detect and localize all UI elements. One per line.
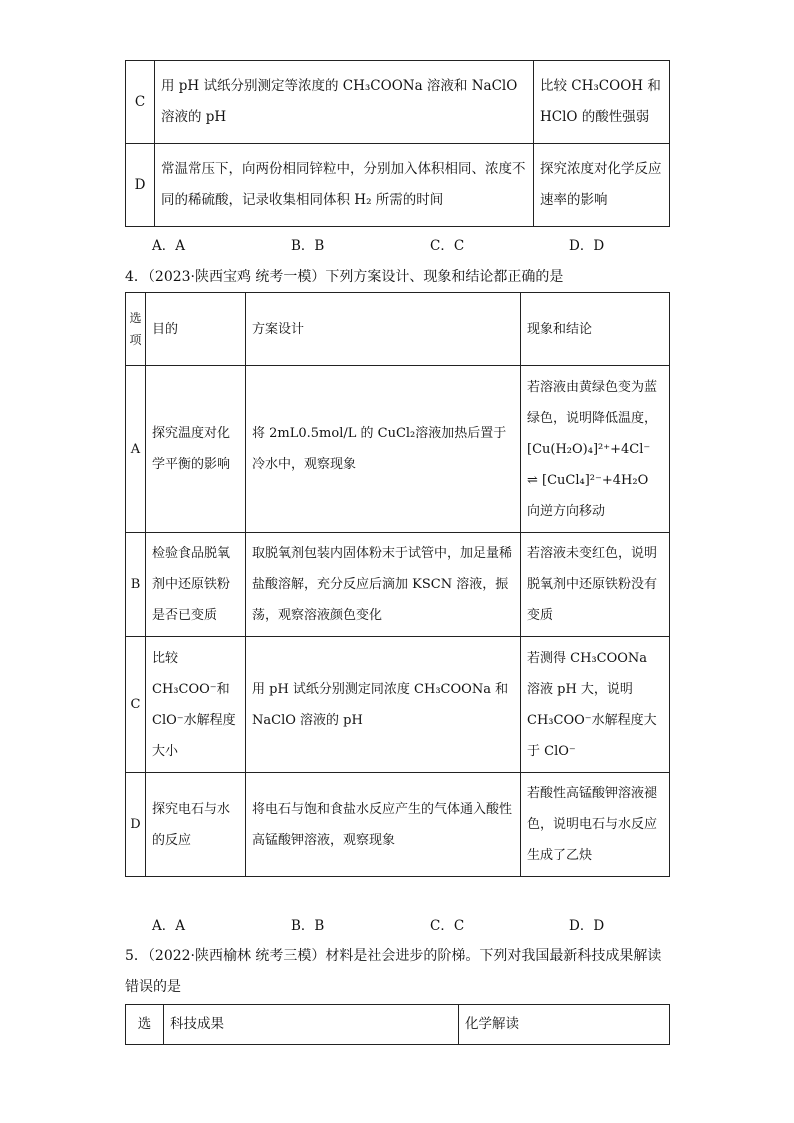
option-b[interactable]: B．B: [291, 238, 325, 254]
row-label: C: [126, 61, 155, 144]
option-b[interactable]: B．B: [291, 918, 325, 934]
question-5-stem: 5．（2022·陕西榆林 统考三模）材料是社会进步的阶梯。下列对我国最新科技成果解读错误的是: [125, 948, 662, 995]
header-interpretation: 化学解读: [459, 1005, 670, 1045]
header-achievement: 科技成果: [164, 1005, 459, 1045]
row-label: A: [126, 366, 146, 533]
table-row: [126, 773, 670, 877]
question-4-stem: 4．（2023·陕西宝鸡 统考一模）下列方案设计、现象和结论都正确的是: [125, 269, 564, 285]
option-a[interactable]: A．A: [152, 238, 185, 254]
design-cell: 常温常压下，向两份相同锌粒中，分别加入体积相同、浓度不同的稀硫酸，记录收集相同体积 H₂ 所需的时间: [155, 144, 534, 227]
design-cell: 用 pH 试纸分别测定同浓度 CH₃COONa 和 NaClO 溶液的 pH: [246, 637, 521, 773]
answer-options: [152, 914, 708, 934]
option-d[interactable]: D．D: [569, 918, 605, 934]
row-label: D: [126, 144, 155, 227]
table-row: [126, 366, 670, 533]
purpose-cell: 探究电石与水的反应: [146, 773, 246, 877]
row-label: B: [126, 533, 146, 637]
option-a[interactable]: A．A: [152, 918, 185, 934]
question-5-table: [125, 1004, 670, 1045]
option-d[interactable]: D．D: [569, 238, 605, 254]
purpose-cell: 检验食品脱氧剂中还原铁粉是否已变质: [146, 533, 246, 637]
design-cell: 用 pH 试纸分别测定等浓度的 CH₃COONa 溶液和 NaClO 溶液的 pH: [155, 61, 534, 144]
option-c[interactable]: C．C: [430, 918, 465, 934]
purpose-cell: 比较 CH₃COOH 和 HClO 的酸性强弱: [534, 61, 670, 144]
header-label: 选: [126, 1005, 164, 1045]
table-row: [126, 61, 670, 144]
header-result: 现象和结论: [521, 293, 670, 366]
result-cell: 若溶液由黄绿色变为蓝绿色，说明降低温度，[Cu(H₂O)₄]²⁺+4Cl⁻ ⇌ [CuCl₄]²⁻+4H₂O 向逆方向移动: [521, 366, 670, 533]
result-cell: 若测得 CH₃COONa 溶液 pH 大，说明 CH₃COO⁻水解程度大于 ClO⁻: [521, 637, 670, 773]
option-c[interactable]: C．C: [430, 238, 465, 254]
row-label: D: [126, 773, 146, 877]
header-label: 选项: [126, 293, 146, 366]
header-purpose: 目的: [146, 293, 246, 366]
table-row: [126, 533, 670, 637]
question-4-table: [125, 292, 670, 877]
result-cell: 若溶液未变红色，说明脱氧剂中还原铁粉没有变质: [521, 533, 670, 637]
answer-options: [152, 234, 708, 254]
table-row: [126, 637, 670, 773]
purpose-cell: 探究浓度对化学反应速率的影响: [534, 144, 670, 227]
design-cell: 将电石与饱和食盐水反应产生的气体通入酸性高锰酸钾溶液，观察现象: [246, 773, 521, 877]
design-cell: 取脱氧剂包装内固体粉末于试管中，加足量稀盐酸溶解，充分反应后滴加 KSCN 溶液，振荡，观察溶液颜色变化: [246, 533, 521, 637]
purpose-cell: 比较 CH₃COO⁻和 ClO⁻水解程度大小: [146, 637, 246, 773]
result-cell: 若酸性高锰酸钾溶液褪色，说明电石与水反应生成了乙炔: [521, 773, 670, 877]
purpose-cell: 探究温度对化学平衡的影响: [146, 366, 246, 533]
table-row: [126, 144, 670, 227]
design-cell: 将 2mL0.5mol/L 的 CuCl₂溶液加热后置于冷水中，观察现象: [246, 366, 521, 533]
table-header: [126, 1005, 670, 1045]
row-label: C: [126, 637, 146, 773]
prev-question-table: [125, 60, 670, 227]
header-design: 方案设计: [246, 293, 521, 366]
table-header: [126, 293, 670, 366]
